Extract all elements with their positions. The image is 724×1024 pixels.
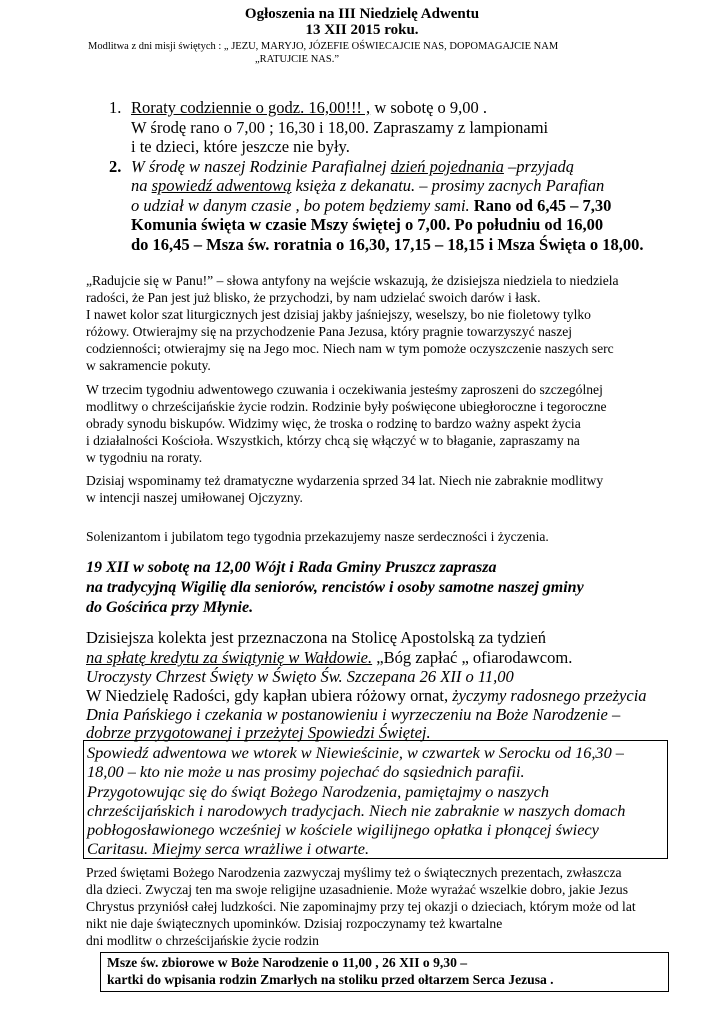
p1-line: w sakramencie pokuty. [86, 358, 211, 373]
kolekta-bog-zaplac: „Bóg zapłać „ ofiarodawcom. [372, 648, 573, 667]
p1-line: I nawet kolor szat liturgicznych jest dzisiaj jakby jaśniejszy, weselszy, bo nie fioletowy tylko [86, 307, 591, 322]
p1-line: radości, że Pan jest już blisko, że przychodzi, by nam udzielać swoich darów i łask. [86, 290, 541, 305]
item-2-line-5: do 16,45 – Msza św. roratnia o 16,30, 17,15 – 18,15 i Msza Święta o 18,00. [131, 235, 644, 254]
p2-line: i działalności Kościoła. Wszystkich, którzy chcą się włączyć w to błaganie, zapraszamy na [86, 433, 580, 448]
item-2-line-1-b: –przyjadą [503, 157, 575, 176]
item-1-line-2: W środę rano o 7,00 ; 16,30 i 18,00. Zapraszamy z lampionami [131, 118, 549, 137]
p3-line: w intencji naszej umiłowanej Ojczyzny. [86, 490, 303, 505]
paragraph-rodziny [86, 381, 686, 466]
spowiedz-box-line: 18,00 – kto nie może u nas prosimy pojechać do sąsiednich parafii. [87, 762, 525, 782]
item-1-line-3: i te dzieci, które jeszcze nie były. [131, 137, 350, 156]
spowiedz-box-line: Caritasu. Miejmy serca wrażliwe i otwarte. [87, 839, 370, 859]
prezenty-line: dla dzieci. Zwyczaj ten ma swoje religijne uzasadnienie. Może wyrażać wszelkie dobro, jakie Jezus [86, 882, 629, 897]
wigilia-line-1: 19 XII w sobotę na 12,00 Wójt i Rada Gminy Pruszcz zaprasza [86, 559, 497, 576]
wigilia-line-2: na tradycyjną Wigilię dla seniorów, rencistów i osoby samotne naszej gminy [86, 579, 584, 596]
prezenty-line: dni modlitw o chrześcijańskie życie rodzin [86, 933, 319, 948]
kolekta-line-4 [86, 686, 647, 706]
paragraph-radujcie [86, 272, 686, 374]
p2-line: w tygodniu na roraty. [86, 450, 203, 465]
spowiedz-adwentowa: spowiedź adwentową [151, 176, 292, 195]
kolekta-line-6: dobrze przygotowanej i przeżytej Spowiedzi Świętej. [86, 723, 431, 742]
wigilia-line-3: do Gościńca przy Młynie. [86, 599, 254, 616]
prezenty-line: Przed świętami Bożego Narodzenia zazwyczaj myślimy też o świątecznych prezentach, zwłaszcza [86, 865, 622, 880]
item-2-line-3-italic: o udział w danym czasie , bo potem będziemy sami. [131, 196, 474, 215]
p1-line: różowy. Otwierajmy się na przychodzenie Pana Jezusa, który pragnie towarzyszyć naszej [86, 324, 573, 339]
item-2-line-1-a: W środę w naszej Rodzinie Parafialnej [131, 157, 391, 176]
item-2-line-4: Komunia święta w czasie Mszy świętej o 7,00. Po południu od 16,00 [131, 215, 604, 234]
kolekta-line-1: Dzisiejsza kolekta jest przeznaczona na Stolicę Apostolską za tydzień [86, 628, 546, 647]
item-2-line-3-bold: Rano od 6,45 – 7,30 [473, 196, 612, 215]
roraty-underlined: Roraty codziennie o godz. 16,00!!! , [131, 98, 371, 117]
p2-line: modlitwy o chrześcijańskie życie rodzin. Rodzinie były poświęcone ubiegłoroczne i tegoroczne [86, 399, 607, 414]
spowiedz-box-line: pobłogosławionego wcześniej w kościele wigilijnego opłatka i płonącej świecy [87, 820, 599, 840]
title-line-1: Ogłoszenia na III Niedzielę Adwentu [244, 6, 480, 22]
p1-line: codzienności; otwierajmy się na Jego moc. Niech nam w tym pomoże oczyszczenie naszych serc [86, 341, 614, 356]
item-1-line-1 [131, 98, 487, 118]
item-2-number: 2. [109, 157, 122, 176]
p3-line: Dzisiaj wspominamy też dramatyczne wydarzenia sprzed 34 lat. Niech nie zabraknie modlitwy [86, 473, 604, 488]
kolekta-cel: na spłatę kredytu za świątynię w Wałdowie. [86, 648, 373, 667]
paragraph-solenizanci: Solenizantom i jubilatom tego tygodnia przekazujemy nasze serdeczności i życzenia. [86, 529, 549, 544]
dzien-pojednania: dzień pojednania [390, 157, 504, 176]
spowiedz-box [83, 740, 668, 859]
p2-line: obrady synodu biskupów. Widzimy więc, że troska o rodzinę to bardzo ważny aspekt życia [86, 416, 581, 431]
msze-box-line: kartki do wpisania rodzin Zmarłych na stoliku przed ołtarzem Serca Jezusa . [107, 972, 554, 987]
msze-zbiorowe-box [100, 952, 669, 992]
paragraph-ojczyzna [86, 472, 686, 506]
title-line-2: 13 XII 2015 roku. [305, 22, 419, 38]
msze-box-line: Msze św. zbiorowe w Boże Narodzenie o 11,00 , 26 XII o 9,30 – [107, 955, 468, 970]
spowiedz-box-line: Spowiedź adwentowa we wtorek w Niewieścinie, w czwartek w Serocku od 16,30 – [87, 743, 624, 762]
item-1-number: 1. [109, 98, 122, 117]
item-2-line-2-b: księża z dekanatu. – prosimy zacnych Parafian [291, 176, 605, 195]
kolekta-line-5: Dnia Pańskiego i czekania w postanowieniu i wyrzeczeniu na Boże Narodzenie – [86, 705, 621, 724]
prezenty-line: nikt nie daje świątecznych upominków. Dzisiaj rozpoczynamy też kwartalne [86, 916, 503, 931]
spowiedz-box-line: Przygotowując się do świąt Bożego Narodzenia, pamiętajmy o naszych [87, 781, 550, 801]
prayer-motto-line-1: Modlitwa z dni misji świętych : „ JEZU, MARYJO, JÓZEFIE OŚWIECAJCIE NAS, DOPOMAGAJCIE NAM [88, 41, 559, 52]
p2-line: W trzecim tygodniu adwentowego czuwania i oczekiwania jesteśmy zaproszeni do szczególnej [86, 382, 603, 397]
roraty-rest: w sobotę o 9,00 . [370, 98, 488, 117]
item-2-line-3 [131, 196, 611, 216]
p1-line: „Radujcie się w Panu!” – słowa antyfony na wejście wskazują, że dzisiejsza niedziela to niedziela [86, 273, 619, 288]
item-2-line-1 [131, 157, 574, 177]
kolekta-line-2 [86, 648, 572, 668]
kolekta-line-3: Uroczysty Chrzest Święty w Święto Św. Szczepana 26 XII o 11,00 [86, 667, 514, 686]
item-2-line-2 [131, 176, 604, 196]
prezenty-line: Chrystus przyniósł całej ludzkości. Nie zapominajmy przy tej okazji o dzieciach, którym może od lat [86, 899, 636, 914]
kolekta-line-4-a: W Niedzielę Radości, gdy kapłan ubiera różowy ornat, [86, 686, 453, 705]
item-2-line-2-a: na [131, 176, 152, 195]
spowiedz-box-line: chrześcijańskich i narodowych tradycjach. Niech nie zabraknie w naszych domach [87, 800, 626, 820]
kolekta-line-4-b: życzymy radosnego przeżycia [452, 686, 647, 705]
prayer-motto-line-2: „RATUJCIE NAS.” [255, 54, 339, 65]
